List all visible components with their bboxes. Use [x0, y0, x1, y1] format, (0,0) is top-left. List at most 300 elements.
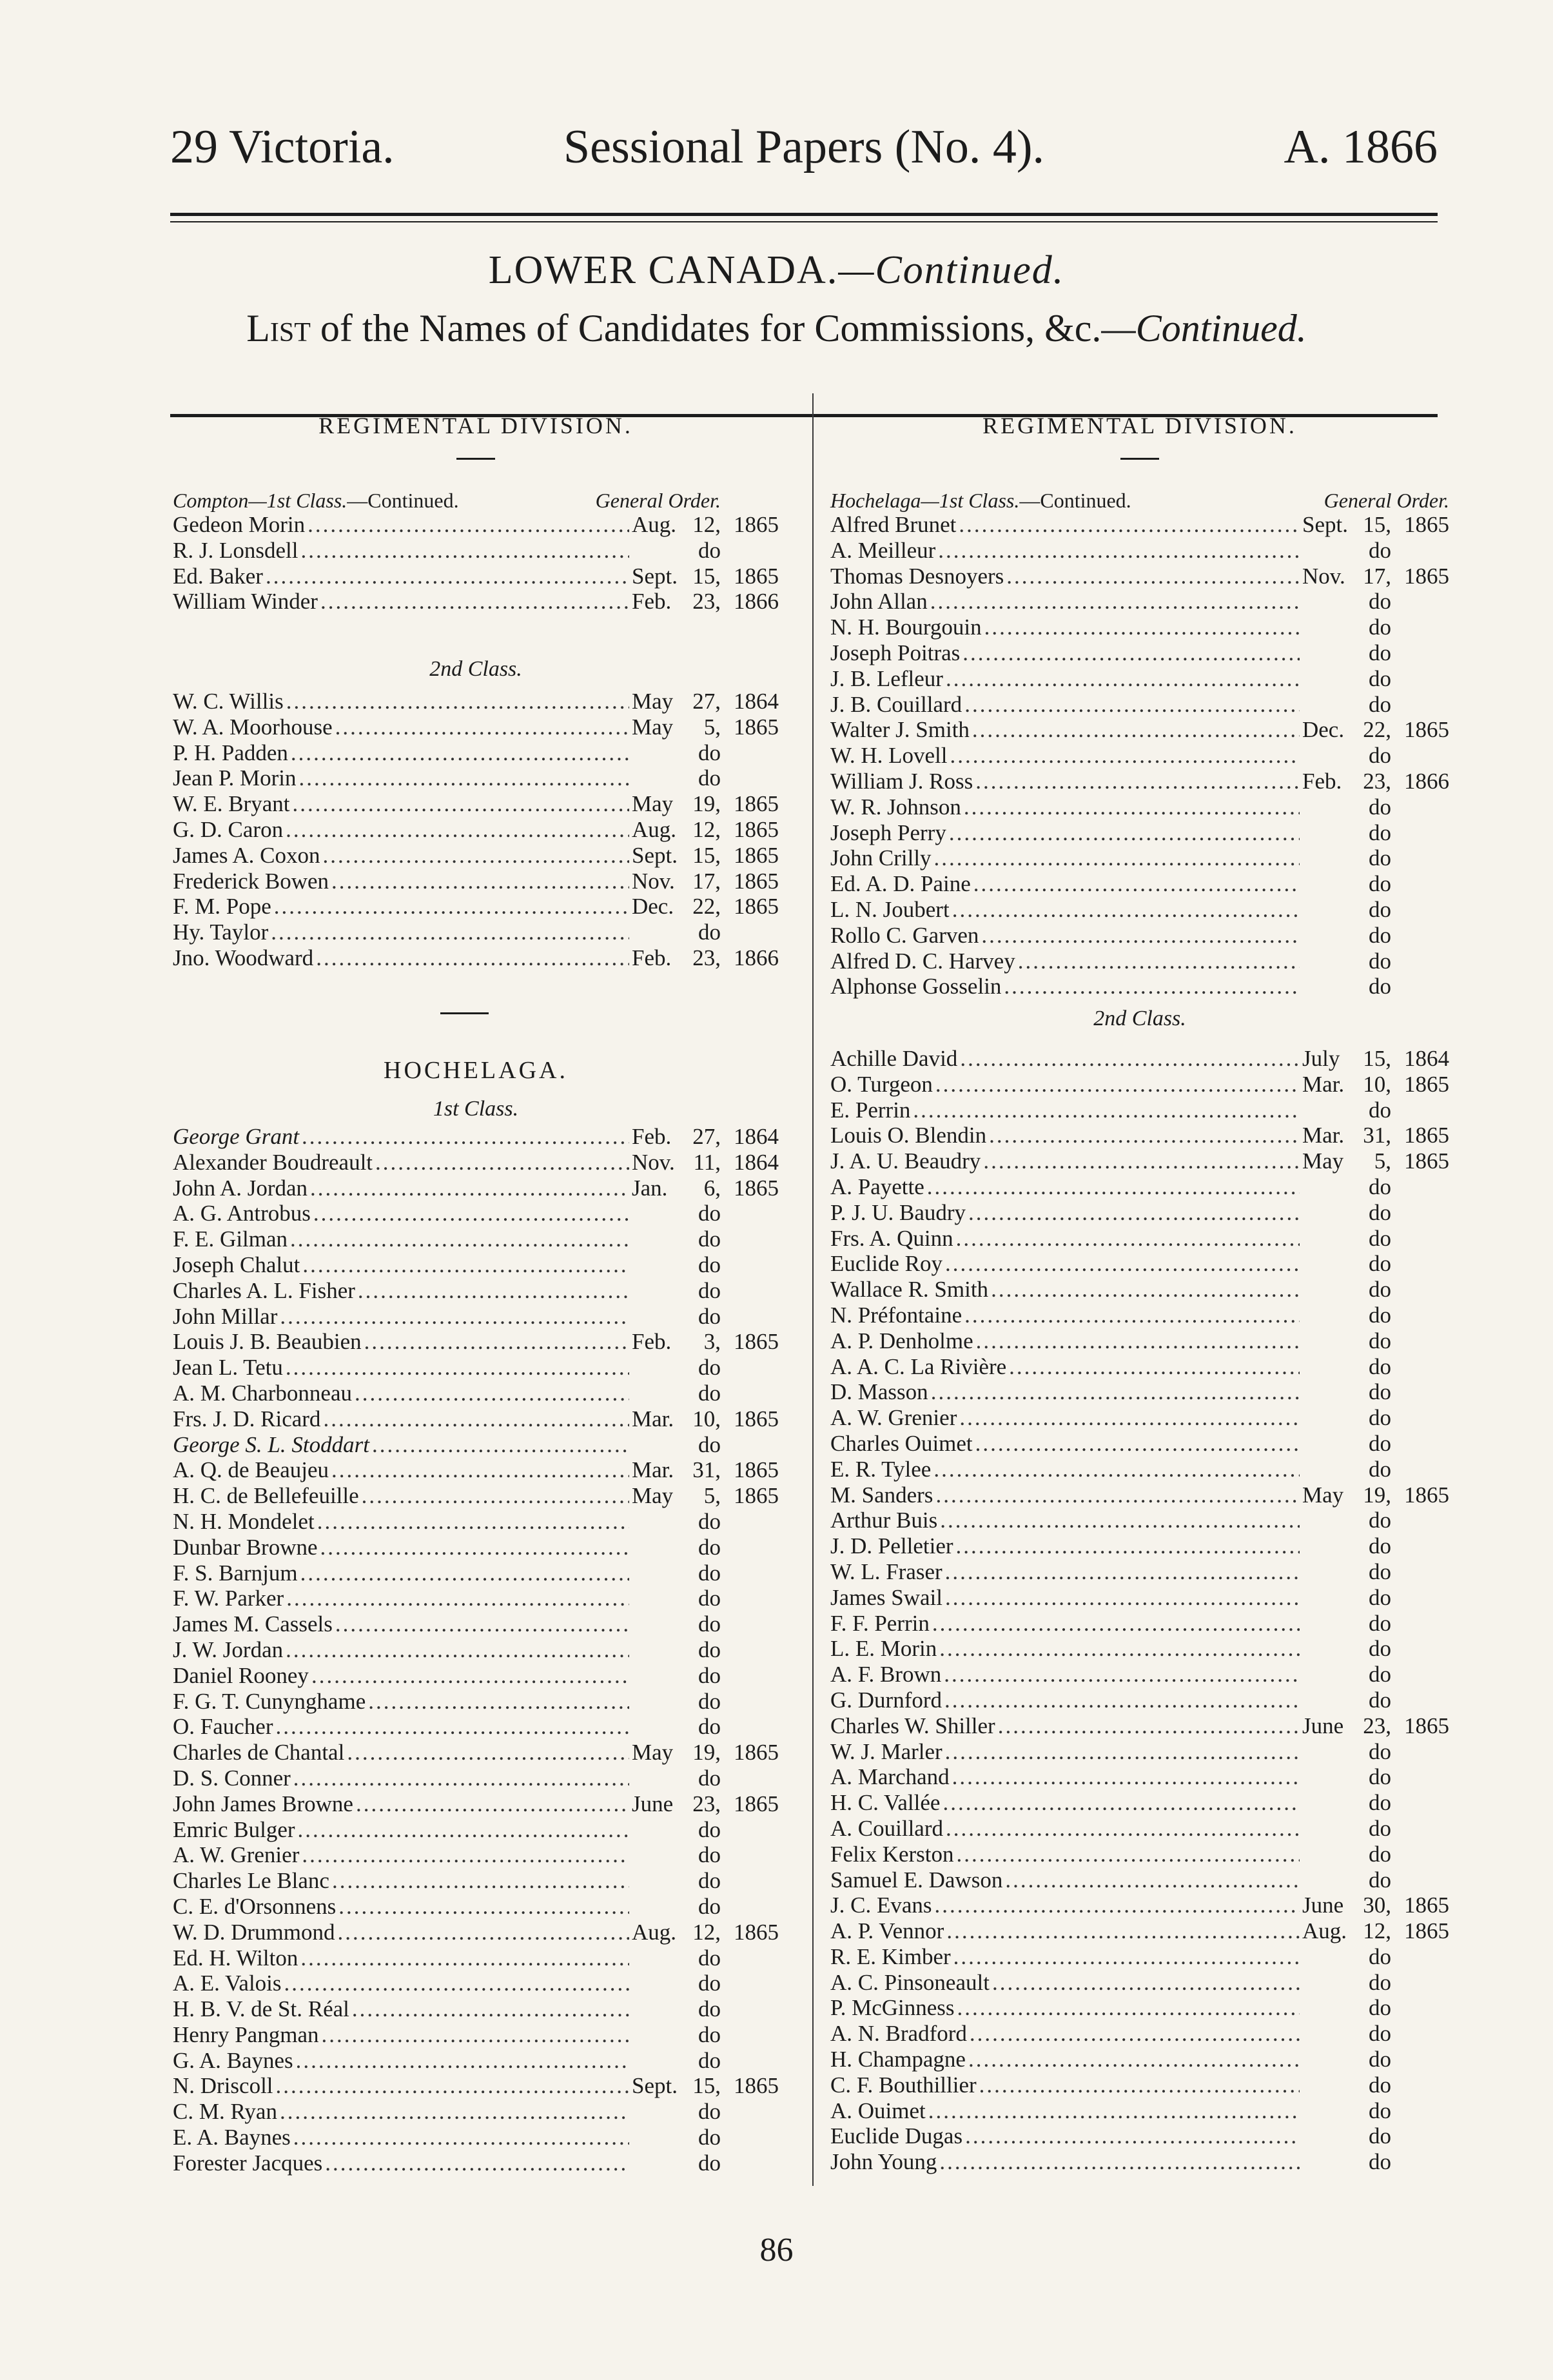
order-year: 1865 [734, 1329, 779, 1355]
order-month: Dec. [632, 894, 674, 920]
candidate-name: John Crilly [830, 845, 932, 871]
order-day: 22, [692, 894, 721, 920]
candidate-name: Alfred D. C. Harvey [830, 948, 1015, 974]
leader-dots [313, 1201, 629, 1226]
list-item [830, 1611, 1449, 1637]
order-month: June [632, 1791, 674, 1816]
order-year: 1865 [734, 1457, 779, 1483]
order-day: do [698, 1688, 721, 1714]
leader-dots [964, 692, 1300, 718]
order-day: do [1369, 1508, 1391, 1533]
leader-dots [935, 1893, 1300, 1918]
order-month: May [1302, 1148, 1344, 1174]
order-day: do [1369, 1867, 1391, 1893]
leader-dots [1004, 974, 1300, 999]
order-day: 22, [1363, 717, 1391, 743]
leader-dots [932, 1611, 1300, 1637]
leader-dots [950, 743, 1300, 769]
candidate-name: C. M. Ryan [173, 2099, 277, 2125]
order-day: do [698, 1971, 721, 1996]
leader-dots [284, 1971, 629, 1996]
leader-dots [935, 1072, 1300, 1097]
order-day: do [1369, 1790, 1391, 1816]
candidate-name: W. R. Johnson [830, 794, 961, 820]
order-day: 31, [692, 1457, 721, 1483]
order-day: do [1369, 640, 1391, 665]
order-day: do [1369, 589, 1391, 615]
list-item [173, 1611, 779, 1637]
order-month: Feb. [632, 1329, 672, 1355]
list-item [830, 845, 1449, 871]
candidate-name: Achille David [830, 1046, 958, 1071]
list-item [173, 512, 779, 538]
candidate-name: N. Driscoll [173, 2073, 273, 2099]
list-item [173, 1560, 779, 1586]
candidate-name: J. B. Lefleur [830, 665, 943, 691]
compton-subheading [173, 487, 779, 513]
leader-dots [930, 589, 1300, 615]
candidate-name: Frederick Bowen [173, 868, 329, 894]
order-day: 19, [692, 1740, 721, 1765]
order-day: do [1369, 743, 1391, 769]
compton-class-label: Compton—1st Class. [173, 489, 347, 512]
list-item [830, 640, 1449, 666]
order-year: 1865 [734, 1483, 779, 1509]
order-month: Dec. [1302, 717, 1345, 743]
order-month: Feb. [1302, 768, 1342, 794]
order-year: 1865 [734, 1740, 779, 1765]
candidate-name: Frs. A. Quinn [830, 1225, 953, 1251]
hochelaga-class1-cont-list [830, 512, 1449, 999]
order-day: 23, [692, 945, 721, 970]
list-item [173, 1740, 779, 1765]
order-day: do [1369, 1456, 1391, 1482]
list-item [173, 1765, 779, 1791]
leader-dots [317, 1509, 629, 1535]
order-day: do [1369, 1353, 1391, 1379]
order-year: 1865 [734, 512, 779, 537]
order-day: 15, [692, 563, 721, 589]
candidate-name: Samuel E. Dawson [830, 1867, 1003, 1893]
candidate-name: D. S. Conner [173, 1765, 291, 1791]
candidate-name: Joseph Poitras [830, 640, 961, 665]
list-item [173, 1457, 779, 1483]
column-divider [812, 393, 814, 2186]
order-year: 1864 [734, 1149, 779, 1175]
candidate-name: James A. Coxon [173, 842, 320, 868]
leader-dots [375, 1150, 629, 1175]
hochelaga-class2-list [830, 1046, 1449, 2175]
list-item [173, 843, 779, 869]
leader-dots [296, 2048, 629, 2074]
leader-dots [998, 1713, 1300, 1739]
candidate-name: A. Marchand [830, 1764, 950, 1790]
candidate-name: Walter J. Smith [830, 717, 970, 743]
leader-dots [332, 1868, 629, 1894]
candidate-name: A. Ouimet [830, 2098, 926, 2123]
list-item [830, 1893, 1449, 1918]
heading-dash-right [1120, 458, 1159, 460]
candidate-name: Rollo C. Garven [830, 922, 979, 948]
candidate-name: Wallace R. Smith [830, 1277, 989, 1303]
order-day: do [1369, 2072, 1391, 2098]
candidate-name: J. D. Pelletier [830, 1533, 953, 1559]
candidate-name: Euclide Roy [830, 1251, 943, 1277]
list-item [830, 1405, 1449, 1431]
leader-dots [302, 1252, 629, 1278]
order-day: do [1369, 2123, 1391, 2149]
leader-dots [981, 923, 1300, 949]
candidate-name: H. C. de Bellefeuille [173, 1483, 359, 1509]
order-day: 12, [692, 1919, 721, 1945]
list-item [173, 1920, 779, 1945]
list-item [830, 1303, 1449, 1328]
list-item [173, 1663, 779, 1689]
candidate-name: A. Meilleur [830, 537, 936, 563]
candidate-name: Joseph Perry [830, 820, 946, 845]
order-day: 3, [703, 1329, 721, 1355]
order-year: 1865 [1404, 512, 1449, 537]
list-item [830, 1867, 1449, 1893]
list-item [830, 692, 1449, 718]
order-day: do [1369, 1097, 1391, 1123]
leader-dots [274, 894, 629, 920]
candidate-name: William Winder [173, 589, 318, 615]
list-item [830, 2021, 1449, 2047]
candidate-name: Louis J. B. Beaubien [173, 1329, 362, 1355]
list-item [173, 689, 779, 714]
order-day: do [1369, 1841, 1391, 1867]
list-item [173, 2073, 779, 2099]
order-day: do [1369, 1636, 1391, 1662]
candidate-name: Charles Le Blanc [173, 1868, 329, 1894]
leader-dots [940, 1508, 1300, 1533]
candidate-name: J. W. Jordan [173, 1637, 284, 1662]
leader-dots [347, 1740, 629, 1765]
list-item [173, 589, 779, 615]
candidate-name: John James Browne [173, 1791, 353, 1816]
candidate-name: A. Couillard [830, 1815, 943, 1841]
list-item [173, 791, 779, 817]
order-day: 6, [703, 1175, 721, 1201]
order-day: do [698, 1431, 721, 1457]
leader-dots [945, 1251, 1300, 1277]
order-day: 27, [692, 1124, 721, 1149]
order-month: Mar. [632, 1457, 674, 1483]
list-item [173, 1432, 779, 1458]
list-item [830, 1431, 1449, 1457]
leader-dots [973, 871, 1300, 897]
order-year: 1865 [734, 894, 779, 920]
order-day: 27, [692, 689, 721, 714]
leader-dots [935, 1482, 1300, 1508]
order-day: 19, [1363, 1482, 1391, 1508]
list-item [830, 1816, 1449, 1842]
province-title [0, 248, 1553, 293]
candidate-name: Dunbar Browne [173, 1534, 318, 1560]
leader-dots [927, 1174, 1300, 1200]
order-month: Sept. [632, 2073, 678, 2099]
order-day: do [1369, 1815, 1391, 1841]
order-day: do [1369, 691, 1391, 717]
leader-dots [957, 1995, 1300, 2021]
list-item [173, 1381, 779, 1406]
candidate-name: Joseph Chalut [173, 1252, 300, 1277]
leader-dots [311, 1663, 629, 1689]
candidate-name: N. H. Mondelet [173, 1508, 315, 1534]
leader-dots [968, 1200, 1300, 1226]
order-day: do [1369, 974, 1391, 999]
leader-dots [323, 1406, 629, 1432]
leader-dots [316, 945, 629, 971]
leader-dots [975, 769, 1300, 794]
leader-dots [1009, 1354, 1300, 1380]
leader-dots [286, 817, 629, 843]
leader-dots [946, 1918, 1300, 1944]
list-item [830, 1174, 1449, 1200]
order-day: 15, [692, 842, 721, 868]
candidate-name: J. C. Evans [830, 1893, 932, 1918]
order-day: 15, [692, 2073, 721, 2099]
leader-dots [975, 1431, 1300, 1457]
leader-dots [933, 1457, 1300, 1482]
order-month: Mar. [1302, 1071, 1345, 1097]
order-day: do [698, 2021, 721, 2047]
candidate-name: W. L. Fraser [830, 1559, 943, 1584]
order-day: do [1369, 2021, 1391, 2047]
list-item [830, 1277, 1449, 1303]
list-item [830, 1148, 1449, 1174]
order-month: May [1302, 1482, 1344, 1508]
order-month: June [1302, 1893, 1344, 1918]
order-day: do [698, 1662, 721, 1688]
order-day: do [1369, 1174, 1391, 1199]
list-item [830, 512, 1449, 538]
order-month: Feb. [632, 1124, 672, 1149]
leader-dots [290, 1226, 629, 1252]
order-year: 1865 [734, 563, 779, 589]
candidate-name: F. F. Perrin [830, 1610, 930, 1636]
candidate-name: E. R. Tylee [830, 1456, 932, 1482]
order-month: Aug. [632, 816, 677, 842]
candidate-name: O. Turgeon [830, 1071, 933, 1097]
list-item [173, 1945, 779, 1971]
candidate-name: George S. L. Stoddart [173, 1431, 369, 1457]
volume-label: 29 Victoria. [170, 121, 395, 173]
order-day: do [698, 1252, 721, 1277]
list-item [173, 765, 779, 791]
leader-dots [310, 1175, 629, 1201]
candidate-name: W. A. Moorhouse [173, 714, 333, 740]
candidate-name: Euclide Dugas [830, 2123, 963, 2149]
candidate-name: A. W. Grenier [830, 1405, 957, 1431]
leader-dots [984, 615, 1300, 640]
leader-dots [276, 1714, 629, 1740]
order-day: do [1369, 1943, 1391, 1969]
list-title-text: of the Names of Candidates for Commissions, &c. [310, 307, 1102, 349]
order-day: do [1369, 948, 1391, 974]
leader-dots [337, 1920, 629, 1945]
list-item [830, 974, 1449, 999]
hochelaga-class1-list [173, 1124, 779, 2176]
candidate-name: F. S. Barnjum [173, 1560, 298, 1586]
candidate-name: John Millar [173, 1303, 278, 1329]
order-month: Sept. [632, 842, 678, 868]
leader-dots [983, 1148, 1300, 1174]
list-item [173, 1637, 779, 1663]
order-day: do [698, 1303, 721, 1329]
candidate-name: Louis O. Blendin [830, 1123, 987, 1148]
leader-dots [372, 1432, 629, 1458]
list-item [830, 2098, 1449, 2124]
order-year: 1864 [734, 689, 779, 714]
order-day: do [698, 1534, 721, 1560]
order-day: do [698, 740, 721, 765]
order-day: 15, [1363, 512, 1391, 537]
list-item [173, 945, 779, 971]
list-item [830, 717, 1449, 743]
order-day: do [1369, 896, 1391, 922]
candidate-name: Thomas Desnoyers [830, 563, 1004, 589]
list-item [830, 1790, 1449, 1816]
order-day: do [698, 1765, 721, 1791]
leader-dots [991, 1277, 1300, 1303]
leader-dots [959, 1405, 1300, 1431]
order-day: do [698, 1586, 721, 1611]
leader-dots [364, 1329, 629, 1355]
general-order-heading-right: General Order. [1323, 489, 1449, 512]
leader-dots [286, 689, 629, 714]
list-item [830, 769, 1449, 794]
list-item [173, 894, 779, 920]
order-day: do [1369, 1995, 1391, 2021]
candidate-name: P. J. U. Baudry [830, 1199, 966, 1225]
general-order-heading-left: General Order. [595, 489, 721, 512]
order-month: May [632, 791, 674, 817]
order-month: May [632, 689, 674, 714]
order-day: do [1369, 2149, 1391, 2175]
order-day: do [1369, 2047, 1391, 2072]
leader-dots [964, 1303, 1300, 1328]
list-item [173, 740, 779, 766]
list-item [830, 1636, 1449, 1662]
candidate-name: L. N. Joubert [830, 896, 950, 922]
order-day: do [698, 2125, 721, 2150]
candidate-name: F. M. Pope [173, 894, 271, 920]
leader-dots [989, 1123, 1300, 1148]
leader-dots [931, 1379, 1300, 1405]
order-month: May [632, 1740, 674, 1765]
candidate-name: A. Q. de Beaujeu [173, 1457, 329, 1483]
leader-dots [300, 1945, 629, 1971]
candidate-name: William J. Ross [830, 768, 973, 794]
candidate-name: J. B. Couillard [830, 691, 962, 717]
order-day: do [698, 1355, 721, 1381]
order-day: do [698, 537, 721, 563]
candidate-name: Ed. H. Wilton [173, 1945, 298, 1971]
order-day: do [1369, 1405, 1391, 1431]
order-day: 17, [1363, 563, 1391, 589]
order-month: Jan. [632, 1175, 668, 1201]
header-rule-thin [170, 221, 1438, 222]
hochelaga-class1-label: 1st Class. [433, 1097, 519, 1121]
candidate-name: A. C. Pinsoneault [830, 1969, 990, 1995]
order-month: Aug. [632, 512, 677, 537]
leader-dots [945, 1559, 1300, 1585]
candidate-name: Forester Jacques [173, 2150, 323, 2176]
leader-dots [953, 1944, 1300, 1970]
candidate-name: A. W. Grenier [173, 1842, 300, 1868]
candidate-name: Ed. Baker [173, 563, 263, 589]
order-day: do [698, 1637, 721, 1662]
list-item [830, 538, 1449, 564]
list-item [830, 923, 1449, 949]
leader-dots [280, 1304, 629, 1330]
list-item [830, 1482, 1449, 1508]
order-day: do [1369, 820, 1391, 845]
leader-dots [352, 1996, 629, 2022]
list-item [173, 2048, 779, 2074]
order-day: do [1369, 615, 1391, 640]
order-day: do [698, 1380, 721, 1406]
list-item [830, 794, 1449, 820]
list-item [173, 538, 779, 564]
order-year: 1865 [1404, 1148, 1449, 1174]
order-day: do [1369, 1764, 1391, 1790]
candidate-name: C. E. d'Orsonnens [173, 1893, 337, 1919]
list-item [830, 1457, 1449, 1482]
candidate-name: Alfred Brunet [830, 512, 957, 537]
order-day: 12, [692, 512, 721, 537]
leader-dots [946, 666, 1300, 692]
list-item [830, 1533, 1449, 1559]
candidate-name: M. Sanders [830, 1482, 933, 1508]
leader-dots [928, 2098, 1300, 2124]
list-item [173, 2125, 779, 2150]
leader-dots [293, 1765, 629, 1791]
list-item [830, 2123, 1449, 2149]
compton-class1-list [173, 512, 779, 615]
hochelaga-class2-label: 2nd Class. [1093, 1007, 1186, 1030]
order-day: do [1369, 1584, 1391, 1610]
list-item [830, 897, 1449, 923]
order-month: Sept. [632, 563, 678, 589]
candidate-name: A. M. Charbonneau [173, 1380, 353, 1406]
candidate-name: G. D. Caron [173, 816, 284, 842]
list-item [830, 871, 1449, 897]
order-year: 1865 [734, 2073, 779, 2099]
list-item [173, 1483, 779, 1509]
order-day: 5, [703, 1483, 721, 1509]
candidate-name: W. D. Drummond [173, 1919, 335, 1945]
leader-dots [934, 845, 1300, 871]
list-item [173, 1509, 779, 1535]
leader-dots [976, 1328, 1300, 1354]
order-year: 1865 [1404, 563, 1449, 589]
list-item [173, 869, 779, 894]
order-year: 1865 [1404, 1482, 1449, 1508]
candidate-name: H. C. Vallée [830, 1790, 941, 1816]
province-continued: —Continued. [838, 248, 1065, 292]
list-item [830, 1970, 1449, 1996]
list-item [830, 949, 1449, 974]
candidate-name: Gedeon Morin [173, 512, 306, 537]
candidate-name: E. A. Baynes [173, 2125, 291, 2150]
leader-dots [1006, 564, 1300, 589]
leader-dots [292, 791, 629, 817]
candidate-name: Alexander Boudreault [173, 1149, 373, 1175]
candidate-name: A. N. Bradford [830, 2021, 967, 2047]
